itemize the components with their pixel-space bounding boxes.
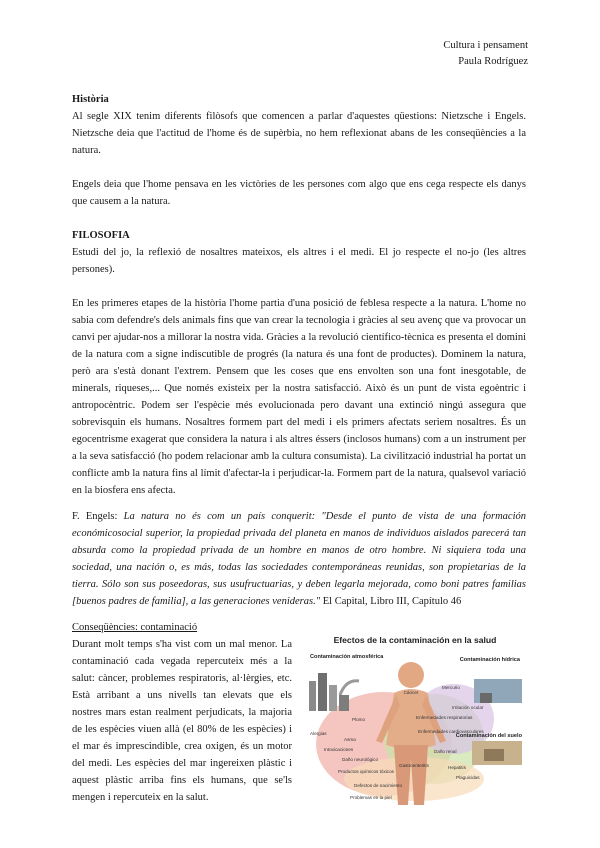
document-header	[443, 38, 528, 70]
section-title-filosofia: FILOSOFIA	[72, 230, 130, 241]
quote-text: La natura no és com un país conquerit: "Desde el punto de vista de una formación económicosocial superior, la propiedad privada del planeta en manos de individuos aislados parecerá tan absurda como la propiedad privada de un hombre en manos de otro hombre. Ni siquiera toda una sociedad, una nación o, es más, todas las sociedades contemporáneas reunidas, son propietarias de la tierra. Sólo son sus poseedoras, sus usufructuarias, y deben legarla mejorada, como boni patres familias [buenos padres de familia], a las generaciones venideras."	[72, 511, 526, 607]
historia-paragraph-2: Engels deia que l'home pensava en les victòries de les persones com algo que ens cega respecte els danys que causem a la natura.	[72, 179, 526, 207]
effect-birth-defects: Defectos de nacimiento	[354, 783, 403, 788]
effect-lead: Plomo	[352, 717, 366, 722]
effect-neuro: Daño neurológico	[342, 757, 379, 762]
quote-author: F. Engels:	[72, 511, 118, 522]
header-author: Paula Rodríguez	[458, 56, 528, 67]
effect-eye: Irritación ocular	[452, 705, 484, 710]
effect-cancer: Cáncer	[403, 690, 419, 695]
effect-gastro: Gastroenteritis	[399, 763, 429, 768]
consequencies-paragraph: Durant molt temps s'ha vist com un mal menor. La contaminació cada vegada repercuteix més a la salut: càncer, problemes respiratoris, al·lèrgies, etc. Està arribant a uns nivells tan elevats que els nostres mars estan realment perjudicats, la majoria de les espècies viuen allà (el 80% de les espècies) i el mar és imprescindible, crea oxigen, és un motor del medi. Les espècies del mar ingereixen plàstic i aquest plàstic arriba fins els humans, que se'ls mengen i repercuteix en la salut.	[72, 639, 292, 803]
quote-source: El Capital, Libro III, Capítulo 46	[322, 596, 462, 607]
section-title-historia: Història	[72, 94, 109, 105]
label-water: Contaminación hídrica	[459, 657, 520, 663]
smoke-shape	[340, 681, 359, 695]
document-body	[72, 91, 526, 809]
label-soil: Contaminación del suelo	[455, 733, 522, 739]
filosofia-paragraph-1: Estudi del jo, la reflexió de nosaltres mateixos, els altres i el medi. El jo respecte el no-jo (les altres persones).	[72, 247, 526, 275]
effect-respiratory: Enfermedades respiratorias	[416, 715, 473, 720]
effect-cardio: Enfermedades cardiovasculares	[418, 729, 484, 734]
building-2	[318, 673, 327, 711]
effect-asthma: Asma	[344, 737, 356, 742]
building-4	[339, 695, 349, 711]
filosofia-paragraph-2: En les primeres etapes de la història l'home partia d'una posició de feblesa respecte a la natura. L'home no sabia com defendre's dels animals fins que van crear la tecnologia i gràcies al seu avenç que va provocar un canvi per ajudar-nos a millorar la nostra vida. Gràcies a la revolució científico-tècnica es presenta el domini de la natura com a signe indiscutible de progrés (la natura és una font de productes). Dominem la natura, però ara s'està donant l'extrem. Pensem que les coses que ens envolten son una font inesgotable, de minerals, riqueses,... Que només existeix per la nostra satisfacció. Això és un punt de vista egoèntric i antropocèntric. Podem ser l'espècie més evolucionada pero davant una extinció ningú assegura que sobrevisquin els humans. Nosaltres formem part del medi i els primers afectats seriem nosaltres. És un egocentrisme exagerat que considera la natura i als altres éssers (inclosos humans) com a un instrument per a la seva satisfacció (ho podem relacionar amb la cultura consumista). La civilització industrial ha portat un conflicte amb la natura fins al límit d'afectar-la i perjudicar-la. Formem part de la natura, qualsevol variació en la biosfera ens afecta.	[72, 298, 526, 496]
effect-hepatitis: Hepatitis	[448, 765, 466, 770]
effect-renal: Daño renal	[434, 749, 457, 754]
effect-intoxication: Intoxicaciones	[324, 747, 354, 752]
effect-toxics: Productos químicos tóxicos	[338, 769, 394, 774]
head-shape	[398, 662, 424, 688]
figure-title: Efectos de la contaminación en la salud	[333, 635, 497, 645]
building-1	[309, 681, 316, 711]
section-title-consequencies: Conseqüències: contaminació	[72, 622, 198, 633]
consequencies-column	[72, 619, 292, 806]
engels-quote	[72, 508, 526, 610]
factory-shape	[480, 693, 492, 703]
historia-paragraph-1: Al segle XIX tenim diferents filòsofs que comencen a parlar d'aquestes qüestions: Nietzsche i Engels. Nietzsche deia que l'actitud de l'home és de supèrbia, no hem reflexionat abans de les conseqüències a la natura.	[72, 111, 526, 156]
effect-mercury: Mercurio	[442, 685, 460, 690]
truck-shape	[484, 749, 504, 761]
label-atmospheric: Contaminación atmosférica	[310, 654, 384, 660]
effect-pesticides: Plaguicidas	[456, 775, 480, 780]
effect-skin: Problemas en la piel	[350, 795, 392, 800]
building-3	[329, 685, 337, 711]
consequencies-section	[72, 619, 526, 809]
header-course: Cultura i pensament	[443, 40, 528, 51]
effect-allergies: Alergias	[310, 731, 327, 736]
pollution-health-figure	[304, 632, 526, 802]
figure-illustration	[304, 649, 526, 807]
